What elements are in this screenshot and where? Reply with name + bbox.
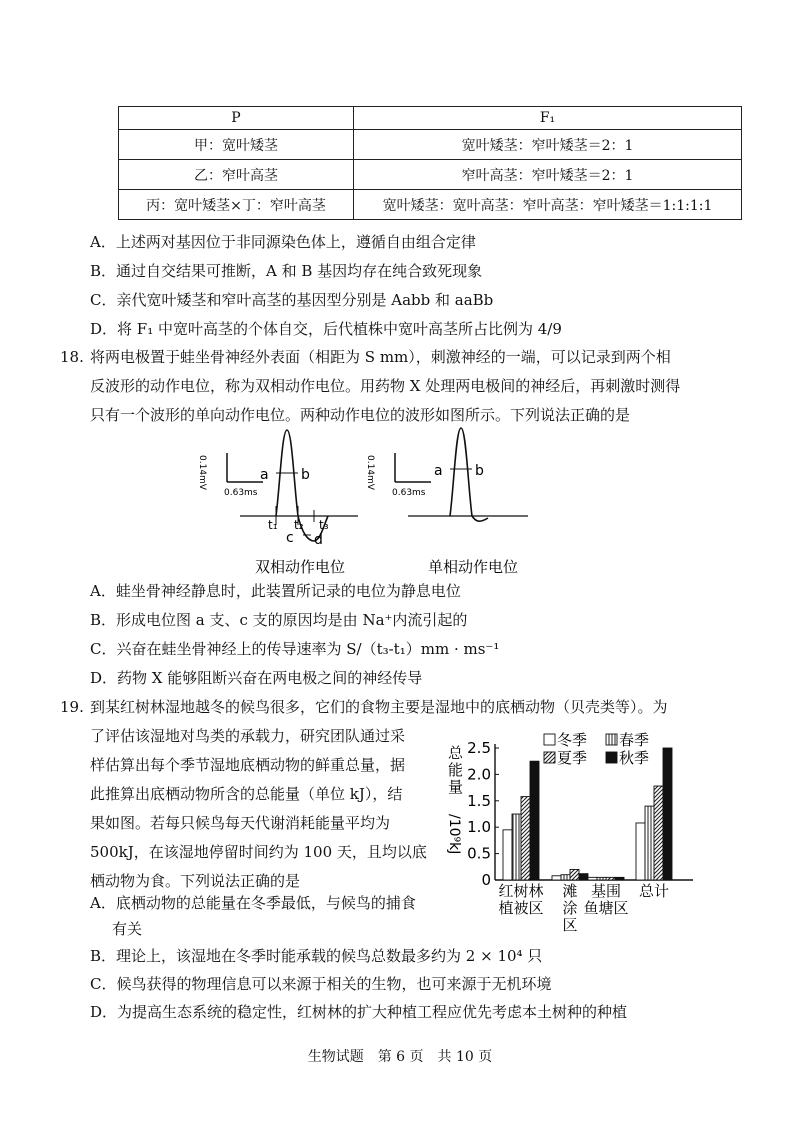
table-cell-f1: 宽叶矮茎：宽叶高茎：窄叶高茎：窄叶矮茎＝1:1:1:1 xyxy=(354,190,742,220)
bar-春季-2 xyxy=(597,877,606,880)
q19-option-a-cont: 有关 xyxy=(112,920,143,938)
legend-label-2: 夏季 xyxy=(557,749,588,767)
q17-option-a: A．上述两对基因位于非同源染色体上，遵循自由组合定律 xyxy=(90,233,476,251)
legend-label-1: 春季 xyxy=(619,731,650,749)
page-footer: 生物试题 第 6 页 共 10 页 xyxy=(307,1049,493,1065)
legend-swatch-3 xyxy=(606,752,617,763)
legend-swatch-1 xyxy=(606,734,617,745)
category-label: 植被区 xyxy=(498,899,544,917)
biphasic-scale-bar xyxy=(197,453,263,498)
category-label: 区 xyxy=(562,916,578,934)
q18-option-c: C．兴奋在蛙坐骨神经上的传导速率为 S/（t₃-t₁）mm · ms⁻¹ xyxy=(90,640,500,658)
y-tick-label: 1.0 xyxy=(467,818,491,837)
category-label: 涂 xyxy=(562,899,578,917)
chart-bars xyxy=(503,748,672,880)
bar-秋季-2 xyxy=(615,877,624,880)
y-tick-label: 2.5 xyxy=(467,739,491,757)
chart-legend xyxy=(544,731,649,767)
q19-option-a: A．底栖动物的总能量在冬季最低，与候鸟的捕食 xyxy=(90,894,416,912)
label-b-mono: b xyxy=(475,463,484,479)
bar-春季-1 xyxy=(561,875,570,880)
q18-line-1: 将两电极置于蛙坐骨神经外表面（相距为 S mm），刺激神经的一端，可以记录到两个相 xyxy=(90,348,671,366)
bar-夏季-1 xyxy=(570,869,579,880)
bar-冬季-0 xyxy=(503,830,512,880)
q19-number: 19. xyxy=(60,698,84,716)
y-axis-label: 量 xyxy=(448,778,464,796)
label-t3: t₃ xyxy=(319,518,329,532)
label-a: a xyxy=(260,467,269,483)
y-axis-unit: /10⁹kJ xyxy=(446,814,462,855)
table-header-p: P xyxy=(119,107,354,130)
label-a-mono: a xyxy=(434,463,443,479)
biphasic-scale-t: 0.63ms xyxy=(224,488,258,498)
bar-冬季-3 xyxy=(636,823,645,880)
action-potential-figure xyxy=(197,425,540,585)
q17-option-b: B．通过自交结果可推断，A 和 B 基因均存在纯合致死现象 xyxy=(90,262,483,280)
category-label: 基围 xyxy=(590,882,622,900)
y-tick-label: 0.5 xyxy=(467,844,491,863)
label-t1: t₁ xyxy=(268,518,278,532)
legend-label-0: 冬季 xyxy=(557,731,588,749)
bar-秋季-1 xyxy=(579,874,588,880)
table-row xyxy=(119,130,742,160)
q19-option-d: D．为提高生态系统的稳定性，红树林的扩大种植工程应优先考虑本土树种的种植 xyxy=(90,1003,628,1021)
q18-option-d: D．药物 X 能够阻断兴奋在两电极之间的神经传导 xyxy=(90,669,423,687)
y-axis-label: 能 xyxy=(448,761,464,779)
legend-label-3: 秋季 xyxy=(619,749,650,767)
monophasic-scale-t: 0.63ms xyxy=(392,488,426,498)
table-cell-f1: 宽叶矮茎：窄叶矮茎＝2：1 xyxy=(354,130,742,160)
table-cell-p: 丙：宽叶矮茎×丁：窄叶高茎 xyxy=(119,190,354,220)
bar-夏季-3 xyxy=(654,786,663,880)
q19-left-line: 栖动物为食。下列说法正确的是 xyxy=(90,872,301,890)
caption-monophasic: 单相动作电位 xyxy=(428,558,519,576)
monophasic-scale-v: 0.14mV xyxy=(365,455,375,490)
category-label: 总计 xyxy=(638,882,670,900)
bar-秋季-0 xyxy=(530,761,539,880)
legend-swatch-0 xyxy=(544,734,555,745)
table-cell-f1: 窄叶高茎：窄叶矮茎＝2：1 xyxy=(354,160,742,190)
bar-秋季-3 xyxy=(663,748,672,880)
bar-春季-0 xyxy=(512,814,521,880)
y-tick-label: 2.0 xyxy=(467,765,491,784)
q19-left-line: 此推算出底栖动物所含的总能量（单位 kJ），结 xyxy=(90,785,403,803)
q18-option-b: B．形成电位图 a 支、c 支的原因均是由 Na⁺内流引起的 xyxy=(90,611,468,629)
bar-夏季-2 xyxy=(606,877,615,880)
q19-left-line: 了评估该湿地对鸟类的承载力，研究团队通过采 xyxy=(90,727,406,745)
label-c: c xyxy=(286,530,294,546)
q19-option-b: B．理论上，该湿地在冬季时能承载的候鸟总数最多约为 2 × 10⁴ 只 xyxy=(90,947,543,965)
label-b: b xyxy=(301,467,310,483)
genetics-table xyxy=(118,106,742,220)
chart-categories xyxy=(498,882,669,934)
category-label: 鱼塘区 xyxy=(583,899,629,917)
category-label: 滩 xyxy=(562,882,578,900)
q19-line-1: 到某红树林湿地越冬的候鸟很多，它们的食物主要是湿地中的底栖动物（贝壳类等）。为 xyxy=(90,698,668,716)
bar-春季-3 xyxy=(645,806,654,880)
bar-冬季-2 xyxy=(588,877,597,880)
category-label: 红树林 xyxy=(498,882,544,900)
biphasic-scale-v: 0.14mV xyxy=(197,455,207,490)
q17-option-c: C．亲代宽叶矮茎和窄叶高茎的基因型分别是 Aabb 和 aaBb xyxy=(90,291,494,309)
q18-line-3: 只有一个波形的单向动作电位。两种动作电位的波形如图所示。下列说法正确的是 xyxy=(90,406,631,424)
legend-swatch-2 xyxy=(544,752,555,763)
energy-bar-chart xyxy=(440,728,700,940)
y-axis-label: 总 xyxy=(448,744,464,762)
q19-option-c: C．候鸟获得的物理信息可以来源于相关的生物，也可来源于无机环境 xyxy=(90,975,552,993)
q17-option-d: D．将 F₁ 中宽叶高茎的个体自交，后代植株中宽叶高茎所占比例为 4/9 xyxy=(90,320,562,338)
label-t2: t₂ xyxy=(294,518,304,532)
q18-number: 18. xyxy=(60,348,84,366)
q18-line-2: 反波形的动作电位，称为双相动作电位。用药物 X 处理两电极间的神经后，再刺激时测得 xyxy=(90,377,681,395)
monophasic-scale-bar xyxy=(365,453,431,498)
table-header-f1: F₁ xyxy=(354,107,742,130)
table-cell-p: 乙：窄叶高茎 xyxy=(119,160,354,190)
bar-夏季-0 xyxy=(521,797,530,880)
q19-left-line: 果如图。若每只候鸟每天代谢消耗能量平均为 xyxy=(90,814,391,832)
table-row xyxy=(119,190,742,220)
table-cell-p: 甲：宽叶矮茎 xyxy=(119,130,354,160)
table-row xyxy=(119,160,742,190)
q19-left-line: 500kJ，在该湿地停留时间约为 100 天，且均以底 xyxy=(90,843,427,861)
y-tick-label: 1.5 xyxy=(467,791,491,810)
label-d: d xyxy=(314,532,323,548)
q19-left-line: 样估算出每个季节湿地底栖动物的鲜重总量，据 xyxy=(90,756,406,774)
q18-option-a: A．蛙坐骨神经静息时，此装置所记录的电位为静息电位 xyxy=(90,582,461,600)
y-tick-label: 0 xyxy=(481,871,491,889)
bar-冬季-1 xyxy=(552,876,561,880)
caption-biphasic: 双相动作电位 xyxy=(255,558,346,576)
